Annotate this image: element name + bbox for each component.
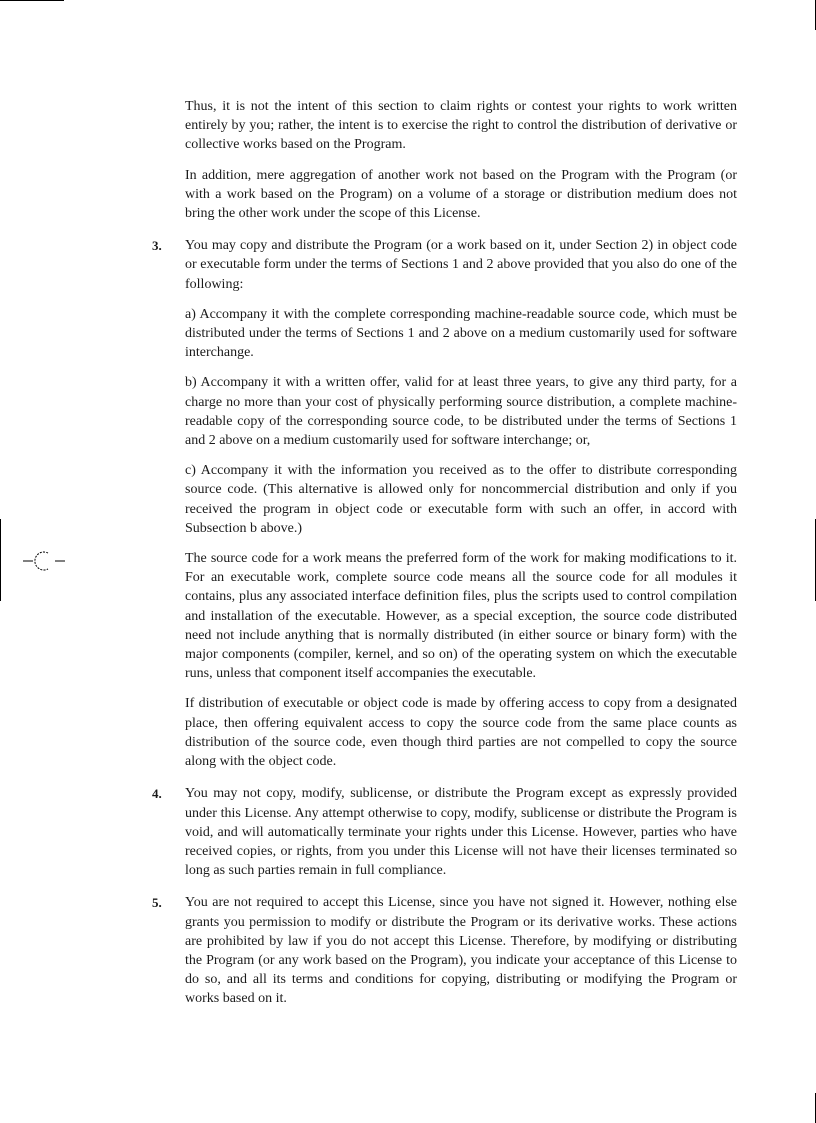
- section-3-item-b: b) Accompany it with a written offer, valid for at least three years, to give any third party, for a charge no more than your cost of physically performing source distribution, a complete machine-readable copy of the corresponding source code, to be distributed under the terms of Sections 1 and 2 above on a medium customarily used for software interchange; or,: [185, 375, 737, 449]
- section-3-item-a: a) Accompany it with the complete corresponding machine-readable source code, which must be distributed under the terms of Sections 1 and 2 above on a medium customarily used for software interchange.: [185, 306, 737, 361]
- section-3-text: You may copy and distribute the Program (or a work based on it, under Section 2) in object code or executable form under the terms of Sections 1 and 2 above provided that you also do one of the following:: [185, 238, 737, 292]
- section-3-paragraph-distribution: If distribution of executable or object code is made by offering access to copy from a designated place, then offering equivalent access to copy the source code from the same place counts as distribution of the source code, even though third parties are not compelled to copy the source along with the object code.: [185, 696, 737, 770]
- section-5-text: You are not required to accept this License, since you have not signed it. However, nothing else grants you permission to modify or distribute the Program or its derivative works. These actions are prohibited by law if you do not accept this License. Therefore, by modifying or distributing the Program (or any work based on the Program), you indicate your acceptance of this License to do so, and all its terms and conditions for copying, distributing or modifying the Program or works based on it.: [185, 895, 737, 1007]
- section-5: [152, 893, 737, 1008]
- section-4-number: 4.: [152, 786, 162, 802]
- section-3-paragraph-source-code: The source code for a work means the preferred form of the work for making modifications to it. For an executable work, complete source code means all the source code for all modules it contains, plus any associated interface definition files, plus the scripts used to control compilation and installation of the executable. However, as a special exception, the source code distributed need not include anything that is normally distributed (in either source or binary form) with the major components (compiler, kernel, and so on) of the operating system on which the executable runs, unless that component itself accompanies the executable.: [185, 551, 737, 682]
- paragraph-intro-2: In addition, mere aggregation of another work not based on the Program with the Program (or with a work based on the Program) on a volume of a storage or distribution medium does not bring the other work under the scope of this License.: [185, 167, 737, 222]
- section-3-number: 3.: [152, 238, 162, 254]
- crop-mark-top: [0, 0, 64, 1]
- section-3-item-c: c) Accompany it with the information you received as to the offer to distribute corresponding source code. (This alternative is allowed only for noncommercial distribution and only if you received the program in object code or executable form with such an offer, in accord with Subsection b above.): [185, 463, 737, 536]
- section-4: [152, 784, 737, 880]
- paragraph-intro-1: Thus, it is not the intent of this section to claim rights or contest your rights to work written entirely by you; rather, the intent is to exercise the right to control the distribution of derivative or collective works based on the Program.: [185, 99, 737, 153]
- section-3: [152, 236, 737, 294]
- section-4-text: You may not copy, modify, sublicense, or distribute the Program except as expressly provided under this License. Any attempt otherwise to copy, modify, sublicense or distribute the Program is void, and will automatically terminate your rights under this License. However, parties who have received copies, or rights, from you under this License will not have their licenses terminated so long as such parties remain in full compliance.: [185, 786, 737, 879]
- registration-mark-icon: [23, 550, 65, 572]
- page-edge-left: [0, 519, 1, 601]
- section-5-number: 5.: [152, 895, 162, 911]
- license-text-body: [152, 97, 737, 1020]
